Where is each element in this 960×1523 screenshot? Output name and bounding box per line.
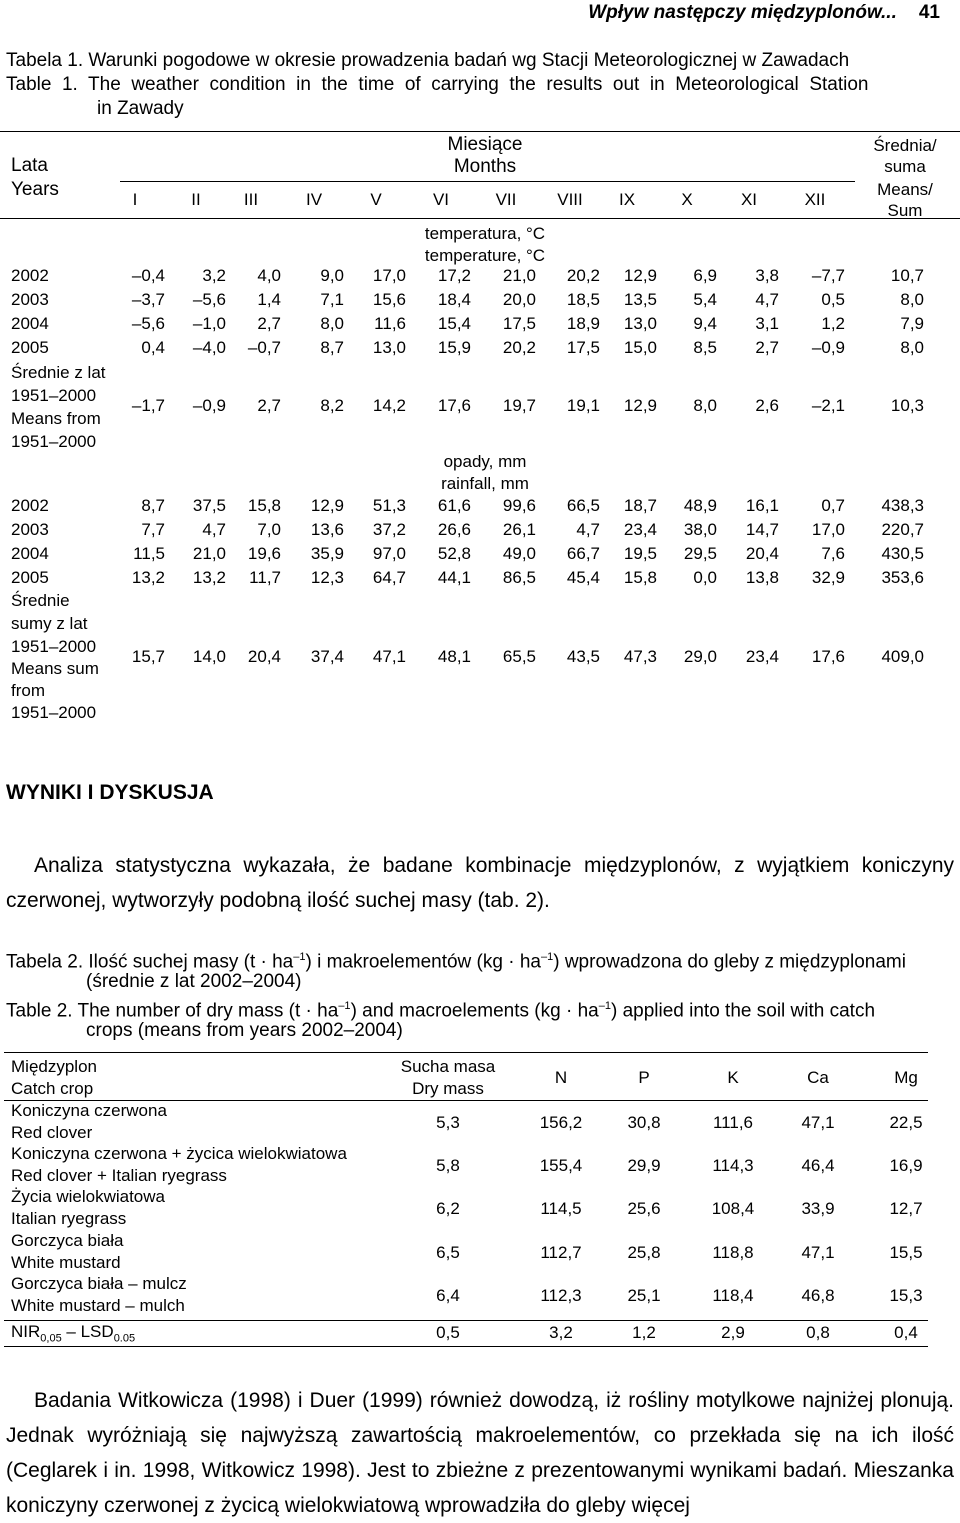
table-cell: 15,3 — [889, 1286, 923, 1305]
table-cell: 4,7 — [755, 290, 779, 309]
table-cell: 37,4 — [310, 647, 344, 666]
table-cell: 6,5 — [436, 1243, 460, 1262]
rain-label-en: rainfall, mm — [441, 474, 529, 493]
table-cell: 21,0 — [502, 266, 536, 285]
table-cell: 19,1 — [566, 396, 600, 415]
mean-label-line: Means sum — [11, 659, 99, 678]
table-cell: 114,5 — [540, 1199, 582, 1218]
table2-label-en: Table 2. — [6, 1000, 73, 1022]
table-cell: 17,5 — [502, 314, 536, 333]
temp-label-pl: temperatura, °C — [424, 224, 546, 243]
table-cell: 220,7 — [881, 520, 924, 539]
table-cell: 156,2 — [539, 1113, 583, 1132]
table-cell: 15,7 — [131, 647, 165, 666]
table2-label-pl: Tabela 2. — [6, 951, 84, 973]
month-header: V — [370, 190, 382, 209]
table-cell: 19,6 — [247, 544, 281, 563]
table-cell: –1,7 — [131, 396, 165, 415]
month-header: III — [243, 190, 259, 209]
table-cell: 11,7 — [249, 568, 281, 587]
table-cell: 17,2 — [437, 266, 471, 285]
element-header: Ca — [807, 1068, 829, 1087]
table-cell: 15,9 — [437, 338, 471, 357]
table-cell: 35,9 — [310, 544, 344, 563]
table-cell: 25,1 — [627, 1286, 661, 1305]
paragraph-1: Analiza statystyczna wykazała, że badane kombinacje międzyplonów, z wyjątkiem koniczyny czerwonej, wytworzyły podobną ilość suchej masy (tab. 2). — [6, 854, 954, 912]
mean-label-line: 1951–2000 — [11, 703, 97, 722]
table-cell: 7,0 — [257, 520, 281, 539]
table-cell: 0,4 — [141, 338, 165, 357]
table-cell: 65,5 — [502, 647, 536, 666]
table2-caption-pl-cont: (średnie z lat 2002–2004) — [86, 971, 302, 992]
table-cell: 3,8 — [755, 266, 779, 285]
table-cell: 18,4 — [437, 290, 471, 309]
table-cell: 52,8 — [437, 544, 471, 563]
element-header: N — [554, 1068, 568, 1087]
table2-top-rule — [4, 1052, 928, 1053]
table-cell: 22,5 — [889, 1113, 923, 1132]
table-cell: –7,7 — [811, 266, 845, 285]
months-title-en: Months — [453, 156, 517, 177]
table-cell: 5,8 — [436, 1156, 460, 1175]
year-label: 2005 — [11, 568, 49, 587]
table-cell: 12,3 — [310, 568, 344, 587]
table-cell: 21,0 — [192, 544, 226, 563]
table-cell: 108,4 — [711, 1199, 755, 1218]
table-cell: 6,4 — [436, 1286, 460, 1305]
table-cell: 112,7 — [540, 1243, 582, 1262]
lsd-value: 2,9 — [721, 1323, 745, 1342]
table-cell: 7,6 — [821, 544, 845, 563]
table-cell: 20,0 — [502, 290, 536, 309]
exponent: –1 — [598, 1000, 611, 1012]
table-cell: 29,5 — [683, 544, 717, 563]
table-cell: –1,0 — [192, 314, 226, 333]
table-cell: 5,4 — [693, 290, 717, 309]
running-title: Wpływ następczy międzyplonów... — [588, 2, 897, 23]
table-cell: 47,3 — [623, 647, 657, 666]
table-cell: 430,5 — [881, 544, 924, 563]
table-cell: 43,5 — [566, 647, 600, 666]
month-header: I — [132, 190, 138, 209]
table-cell: 49,0 — [502, 544, 536, 563]
table-cell: 8,0 — [900, 338, 924, 357]
mean-label-line: Średnie z lat — [11, 363, 106, 382]
table-cell: 0,0 — [693, 568, 717, 587]
table-cell: 7,1 — [320, 290, 344, 309]
table2-bottom-rule — [4, 1346, 928, 1347]
table-cell: 15,6 — [372, 290, 406, 309]
table-cell: 4,0 — [257, 266, 281, 285]
table-cell: 23,4 — [623, 520, 657, 539]
crop-name-pl: Koniczyna czerwona + życica wielokwiatowa — [11, 1144, 347, 1163]
table1-caption-en: Table 1. The weather condition in the time of carrying the results out in Meteorological Station — [6, 74, 869, 95]
table-cell: 17,0 — [372, 266, 406, 285]
month-header: II — [191, 190, 201, 209]
table-cell: 111,6 — [712, 1113, 754, 1132]
table2-caption-pl-c: ) wprowadzona do gleby z międzyplonami — [553, 951, 906, 973]
table-cell: 26,1 — [502, 520, 536, 539]
table-cell: 44,1 — [437, 568, 471, 587]
mean-label-line: 1951–2000 — [11, 432, 97, 451]
month-header: VII — [495, 190, 517, 209]
table-cell: 4,7 — [576, 520, 600, 539]
year-label: 2003 — [11, 290, 49, 309]
table-cell: 13,0 — [623, 314, 657, 333]
table-cell: –4,0 — [192, 338, 226, 357]
table2-caption-pl-a: Ilość suchej masy (t · ha — [88, 951, 294, 973]
table2-caption-en-a: The number of dry mass (t · ha — [77, 1000, 339, 1022]
table-cell: 20,2 — [566, 266, 600, 285]
table-cell: 20,4 — [745, 544, 779, 563]
table-cell: 13,2 — [192, 568, 226, 587]
table-cell: 15,5 — [889, 1243, 923, 1262]
summary-title-4: Sum — [887, 201, 923, 220]
table-cell: 13,2 — [131, 568, 165, 587]
summary-title-2: suma — [884, 157, 926, 176]
crop-name-pl: Gorczyca biała — [11, 1231, 124, 1250]
crop-name-en: Red clover + Italian ryegrass — [11, 1166, 227, 1185]
table-cell: –5,6 — [192, 290, 226, 309]
table-cell: 23,4 — [745, 647, 779, 666]
table-cell: 29,0 — [683, 647, 717, 666]
table-cell: 15,0 — [623, 338, 657, 357]
crop-name-en: White mustard — [11, 1253, 121, 1272]
table-cell: 0,7 — [821, 496, 845, 515]
table1-caption-pl: Tabela 1. Warunki pogodowe w okresie prowadzenia badań wg Stacji Meteorologicznej w Zawadach — [6, 50, 850, 71]
element-header: P — [638, 1068, 650, 1087]
table-cell: 17,0 — [811, 520, 845, 539]
table-cell: 118,8 — [712, 1243, 754, 1262]
year-label: 2004 — [11, 314, 49, 333]
table-cell: 7,7 — [141, 520, 165, 539]
table2-caption-en-cont: crops (means from years 2002–2004) — [86, 1020, 403, 1041]
table-cell: 15,4 — [437, 314, 471, 333]
summary-title-3: Means/ — [877, 180, 933, 199]
lsd-value: 3,2 — [549, 1323, 573, 1342]
crop-name-en: Italian ryegrass — [11, 1209, 127, 1228]
mean-label-line: Średnie — [11, 591, 70, 610]
table-cell: 6,9 — [693, 266, 717, 285]
table-cell: 18,5 — [566, 290, 600, 309]
month-header: XII — [804, 190, 826, 209]
table-cell: 47,1 — [801, 1243, 835, 1262]
table-cell: 14,2 — [372, 396, 406, 415]
col-years-en: Years — [11, 179, 59, 200]
table-cell: 12,9 — [310, 496, 344, 515]
table-cell: 353,6 — [881, 568, 924, 587]
table-cell: 61,6 — [437, 496, 471, 515]
table-cell: 8,0 — [693, 396, 717, 415]
running-header — [588, 2, 940, 24]
table1-caption-en-cont: in Zawady — [97, 98, 184, 119]
month-header: IX — [618, 190, 636, 209]
table-cell: 46,8 — [801, 1286, 835, 1305]
table-cell: 8,7 — [141, 496, 165, 515]
table-cell: 64,7 — [372, 568, 406, 587]
mean-label-line: from — [11, 681, 45, 700]
table1-months-rule — [120, 181, 855, 182]
lsd-value: 0,8 — [806, 1323, 830, 1342]
table-cell: 17,6 — [811, 647, 845, 666]
table1-top-rule — [0, 131, 960, 132]
paragraph-2: Badania Witkowicza (1998) i Duer (1999) również dowodzą, iż rośliny motylkowe najniżej plonują. Jednak wyróżniają się najwyższą zawartością makroelementów, co przekłada się na ich ilość (Ceglarek i in. 1998, Witkowicz 1998). Jest to zbieżne z prezentowanymi wynikami badań. Mieszanka koniczyny czerwonej z życicą wielokwiatową wprowadziła do gleby więcej — [6, 1389, 954, 1517]
table-cell: –0,9 — [192, 396, 226, 415]
table-cell: 2,7 — [755, 338, 779, 357]
table-cell: 18,7 — [623, 496, 657, 515]
table-cell: 8,0 — [900, 290, 924, 309]
year-label: 2003 — [11, 520, 49, 539]
table-cell: 8,5 — [693, 338, 717, 357]
table-cell: 9,4 — [693, 314, 717, 333]
table-cell: 16,1 — [745, 496, 779, 515]
lsd-label-pl: NIR — [11, 1322, 41, 1341]
table-cell: 18,9 — [566, 314, 600, 333]
table-cell: 2,7 — [257, 396, 281, 415]
table-cell: 33,9 — [801, 1199, 835, 1218]
table1-header-rule — [0, 218, 960, 219]
page-number: 41 — [918, 2, 940, 23]
table-cell: 10,7 — [890, 266, 924, 285]
year-label: 2002 — [11, 496, 49, 515]
table-cell: 20,2 — [502, 338, 536, 357]
table-cell: 48,1 — [437, 647, 471, 666]
table-cell: 97,0 — [372, 544, 406, 563]
table-cell: 8,0 — [320, 314, 344, 333]
table-cell: 38,0 — [683, 520, 717, 539]
months-title-pl: Miesiące — [447, 134, 523, 155]
table-cell: 5,3 — [436, 1113, 460, 1132]
table-cell: 46,4 — [801, 1156, 835, 1175]
table-cell: 7,9 — [900, 314, 924, 333]
table2-lsd-rule — [4, 1320, 928, 1321]
table-cell: 16,9 — [889, 1156, 923, 1175]
head-crop-pl: Międzyplon — [11, 1057, 97, 1076]
table-cell: 409,0 — [881, 647, 924, 666]
table-cell: 112,3 — [540, 1286, 582, 1305]
table-cell: 3,2 — [202, 266, 226, 285]
table-cell: 37,2 — [372, 520, 406, 539]
temp-label-en: temperature, °C — [424, 246, 546, 265]
summary-title-1: Średnia/ — [873, 136, 937, 155]
table-cell: –5,6 — [131, 314, 165, 333]
table-cell: 2,6 — [755, 396, 779, 415]
lsd-label — [11, 1322, 135, 1344]
head-dry-en: Dry mass — [412, 1079, 484, 1098]
crop-name-pl: Gorczyca biała – mulcz — [11, 1274, 187, 1293]
crop-name-en: White mustard – mulch — [11, 1296, 185, 1315]
table-cell: 4,7 — [202, 520, 226, 539]
table-cell: –0,4 — [131, 266, 165, 285]
month-header: X — [681, 190, 693, 209]
table-cell: 8,2 — [320, 396, 344, 415]
table2-caption-en-c: ) applied into the soil with catch — [610, 1000, 876, 1022]
lsd-sub-en: 0.05 — [113, 1332, 136, 1345]
year-label: 2005 — [11, 338, 49, 357]
table-cell: 17,6 — [437, 396, 471, 415]
table-cell: 1,2 — [821, 314, 845, 333]
table-cell: 12,9 — [623, 266, 657, 285]
table-cell: 8,7 — [320, 338, 344, 357]
month-header: VI — [432, 190, 450, 209]
head-dry-pl: Sucha masa — [400, 1057, 496, 1076]
table2-caption-en-b: ) and macroelements (kg · ha — [350, 1000, 599, 1022]
table-cell: 114,3 — [712, 1156, 754, 1175]
mean-label-line: Means from — [11, 409, 101, 428]
table-cell: 1,4 — [257, 290, 281, 309]
lsd-value: 0,4 — [894, 1323, 918, 1342]
table-cell: 12,9 — [623, 396, 657, 415]
table-cell: 19,5 — [623, 544, 657, 563]
table-cell: 10,3 — [890, 396, 924, 415]
exponent: –1 — [338, 1000, 351, 1012]
head-crop-en: Catch crop — [11, 1079, 94, 1098]
month-header: VIII — [557, 190, 583, 209]
table-cell: 2,7 — [257, 314, 281, 333]
table-cell: 11,5 — [133, 544, 165, 563]
table-cell: –3,7 — [131, 290, 165, 309]
table-cell: 13,6 — [310, 520, 344, 539]
section-heading: WYNIKI I DYSKUSJA — [6, 781, 214, 804]
lsd-label-en: – LSD — [61, 1322, 114, 1341]
table-cell: 14,0 — [192, 647, 226, 666]
table-cell: 14,7 — [745, 520, 779, 539]
table-cell: 11,6 — [374, 314, 406, 333]
month-header: XI — [740, 190, 758, 209]
table-cell: 0,5 — [821, 290, 845, 309]
table-cell: 51,3 — [372, 496, 406, 515]
year-label: 2002 — [11, 266, 49, 285]
table-cell: 20,4 — [247, 647, 281, 666]
table-cell: 30,8 — [627, 1113, 661, 1132]
table-cell: 66,5 — [566, 496, 600, 515]
table-cell: –0,7 — [247, 338, 281, 357]
table-cell: 13,0 — [372, 338, 406, 357]
mean-label-line: sumy z lat — [11, 614, 88, 633]
table-cell: 3,1 — [755, 314, 779, 333]
mean-label-line: 1951–2000 — [11, 637, 97, 656]
table-cell: 25,6 — [627, 1199, 661, 1218]
col-years-pl: Lata — [11, 155, 48, 176]
table-cell: 13,5 — [623, 290, 657, 309]
crop-name-en: Red clover — [11, 1123, 93, 1142]
exponent: –1 — [540, 951, 554, 963]
lsd-sub-pl: 0,05 — [40, 1332, 62, 1345]
table-cell: 12,7 — [889, 1199, 923, 1218]
table-cell: 15,8 — [623, 568, 657, 587]
crop-name-pl: Koniczyna czerwona — [11, 1101, 167, 1120]
table-cell: 66,7 — [566, 544, 600, 563]
table-cell: 47,1 — [801, 1113, 835, 1132]
table-cell: –2,1 — [811, 396, 845, 415]
rain-label-pl: opady, mm — [443, 452, 527, 471]
table-cell: 45,4 — [566, 568, 600, 587]
element-header: K — [727, 1068, 739, 1087]
table-cell: 19,7 — [502, 396, 536, 415]
table-cell: 47,1 — [372, 647, 406, 666]
table2-caption-pl-b: ) i makroelementów (kg · ha — [305, 951, 541, 973]
crop-name-pl: Życia wielokwiatowa — [11, 1187, 165, 1206]
table-cell: 15,8 — [247, 496, 281, 515]
table-cell: 29,9 — [627, 1156, 661, 1175]
table-cell: 6,2 — [436, 1199, 460, 1218]
lsd-value: 0,5 — [436, 1323, 460, 1342]
table-cell: 438,3 — [881, 496, 924, 515]
table-cell: 32,9 — [811, 568, 845, 587]
table-cell: 155,4 — [539, 1156, 583, 1175]
table-cell: 25,8 — [627, 1243, 661, 1262]
table-cell: 99,6 — [502, 496, 536, 515]
month-header: IV — [305, 190, 323, 209]
table-cell: 48,9 — [683, 496, 717, 515]
table-cell: –0,9 — [811, 338, 845, 357]
element-header: Mg — [894, 1068, 918, 1087]
table-cell: 118,4 — [712, 1286, 754, 1305]
exponent: –1 — [293, 951, 306, 963]
year-label: 2004 — [11, 544, 49, 563]
lsd-value: 1,2 — [632, 1323, 656, 1342]
table-cell: 13,8 — [745, 568, 779, 587]
table-cell: 17,5 — [566, 338, 600, 357]
table-cell: 26,6 — [437, 520, 471, 539]
table-cell: 86,5 — [502, 568, 536, 587]
table-cell: 9,0 — [320, 266, 344, 285]
table-cell: 37,5 — [192, 496, 226, 515]
mean-label-line: 1951–2000 — [11, 386, 97, 405]
